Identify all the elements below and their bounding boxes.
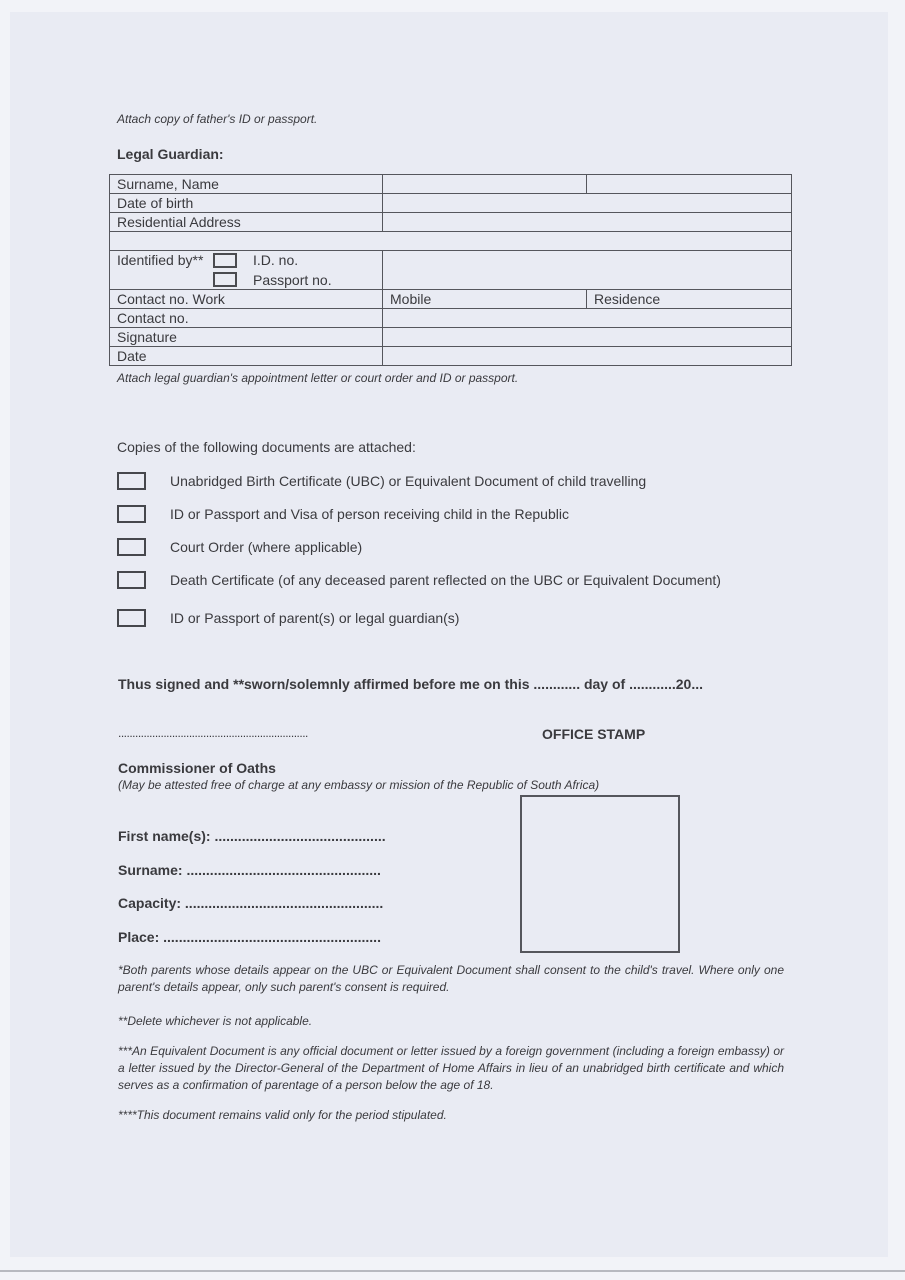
guardian-attachment-note: Attach legal guardian's appointment letter or court order and ID or passport. xyxy=(117,371,519,385)
page-edge-divider xyxy=(0,1270,905,1272)
id-no-checkbox[interactable] xyxy=(213,253,237,268)
place-field[interactable]: Place: ........................................................ xyxy=(118,929,381,945)
commissioner-title: Commissioner of Oaths xyxy=(118,760,276,776)
date-of-birth-field[interactable] xyxy=(383,194,792,213)
document-checklist-item xyxy=(117,571,721,589)
identification-number-field[interactable] xyxy=(383,251,792,290)
residential-address-field[interactable] xyxy=(383,213,792,232)
table-row xyxy=(110,232,792,251)
table-row xyxy=(110,175,792,194)
document-label: Unabridged Birth Certificate (UBC) or Equivalent Document of child travelling xyxy=(170,473,647,489)
table-row xyxy=(110,290,792,309)
id-no-label: I.D. no. xyxy=(253,252,299,268)
document-label: Death Certificate (of any deceased parent reflected on the UBC or Equivalent Document) xyxy=(170,572,721,588)
ubc-checkbox[interactable] xyxy=(117,472,146,490)
contact-no-field[interactable] xyxy=(383,309,792,328)
signature-field[interactable] xyxy=(383,328,792,347)
office-stamp-label: OFFICE STAMP xyxy=(542,726,646,742)
residential-address-continuation-field[interactable] xyxy=(110,232,792,251)
surname-field-commissioner[interactable]: Surname: .................................................. xyxy=(118,862,381,878)
capacity-field[interactable]: Capacity: ................................................... xyxy=(118,895,384,911)
residence-field[interactable]: Residence xyxy=(587,290,792,309)
contact-no-label: Contact no. xyxy=(110,309,383,328)
document-label: ID or Passport and Visa of person receiving child in the Republic xyxy=(170,506,569,522)
court-order-checkbox[interactable] xyxy=(117,538,146,556)
document-checklist-item xyxy=(117,505,569,523)
first-names-field[interactable]: First name(s): ............................................ xyxy=(118,828,386,844)
commissioner-signature-line[interactable]: ................................................................... xyxy=(118,726,308,740)
residential-address-label: Residential Address xyxy=(110,213,383,232)
document-label: ID or Passport of parent(s) or legal guardian(s) xyxy=(170,610,460,626)
footnote-delete: **Delete whichever is not applicable. xyxy=(118,1014,313,1028)
footnote-consent: *Both parents whose details appear on the UBC or Equivalent Document shall consent to the child's travel. Where only one parent's details appear, only such parent's consent is required. xyxy=(118,963,784,994)
documents-heading: Copies of the following documents are attached: xyxy=(117,439,416,455)
date-of-birth-label: Date of birth xyxy=(110,194,383,213)
office-stamp-box xyxy=(520,795,680,953)
table-row xyxy=(110,309,792,328)
legal-guardian-heading: Legal Guardian: xyxy=(117,146,224,162)
commissioner-subtitle: (May be attested free of charge at any embassy or mission of the Republic of South Africa) xyxy=(118,778,600,792)
footnote-validity: ****This document remains valid only for the period stipulated. xyxy=(118,1108,447,1122)
contact-work-field[interactable]: Contact no. Work xyxy=(110,290,383,309)
parent-guardian-id-checkbox[interactable] xyxy=(117,609,146,627)
date-field[interactable] xyxy=(383,347,792,366)
footnote-equivalent-document: ***An Equivalent Document is any official document or letter issued by a foreign government (including a foreign embassy) or a letter issued by the Director-General of the Department of Home Affairs in lieu of an unabridged birth certificate and which serves as a confirmation of parentage of a person below the age of 18. xyxy=(118,1044,784,1092)
receiver-id-visa-checkbox[interactable] xyxy=(117,505,146,523)
table-row xyxy=(110,194,792,213)
document-checklist-item xyxy=(117,609,459,627)
death-certificate-checkbox[interactable] xyxy=(117,571,146,589)
table-row xyxy=(110,347,792,366)
date-label: Date xyxy=(110,347,383,366)
passport-no-label: Passport no. xyxy=(253,272,332,288)
identified-by-label: Identified by** xyxy=(117,252,204,268)
table-row xyxy=(110,251,792,290)
affirmation-statement: Thus signed and **sworn/solemnly affirmed before me on this ............ day of ............20... xyxy=(118,676,704,692)
name-field[interactable] xyxy=(587,175,792,194)
document-label: Court Order (where applicable) xyxy=(170,539,363,555)
passport-no-checkbox[interactable] xyxy=(213,272,237,287)
table-row xyxy=(110,328,792,347)
identified-by-cell xyxy=(110,251,383,290)
father-id-note: Attach copy of father's ID or passport. xyxy=(117,112,318,126)
surname-name-label: Surname, Name xyxy=(110,175,383,194)
mobile-field[interactable]: Mobile xyxy=(383,290,587,309)
document-checklist-item xyxy=(117,472,646,490)
signature-label: Signature xyxy=(110,328,383,347)
legal-guardian-table xyxy=(109,174,792,366)
table-row xyxy=(110,213,792,232)
surname-field[interactable] xyxy=(383,175,587,194)
document-checklist-item xyxy=(117,538,362,556)
